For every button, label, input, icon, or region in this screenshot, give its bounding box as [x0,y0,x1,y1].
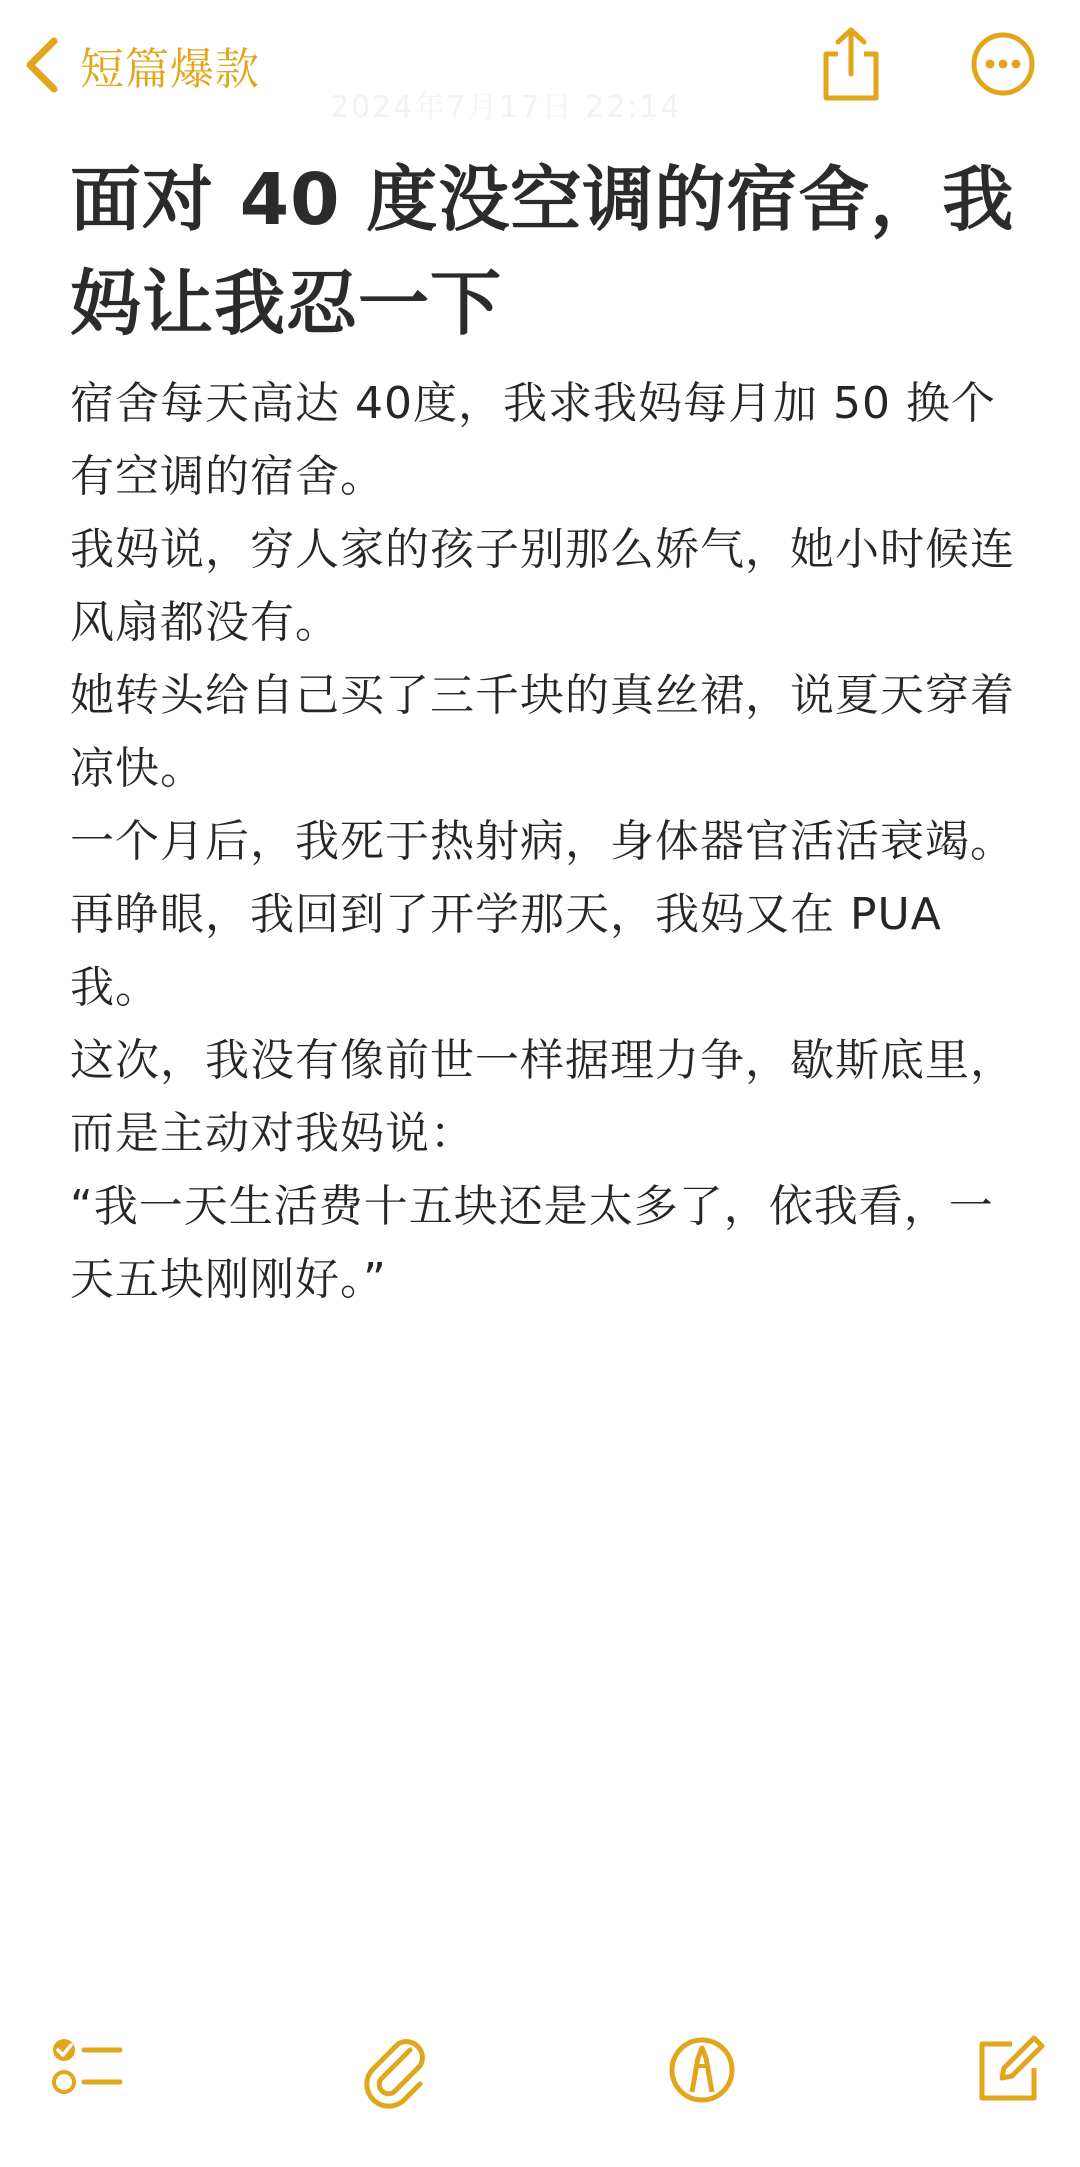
share-icon [818,26,884,104]
compose-icon [968,2030,1048,2110]
note-body[interactable] [70,367,1030,1316]
compose-button[interactable] [968,2030,1048,2110]
top-bar [0,0,1080,130]
paragraph: 这次，我没有像前世一样据理力争，歇斯底里，而是主动对我妈说： [70,1035,1015,1159]
paragraph: 宿舍每天高达 40度，我求我妈每月加 50 换个有空调的宿舍。 [70,378,996,502]
paperclip-icon [358,2030,438,2110]
more-options-button[interactable] [970,31,1036,97]
back-button[interactable] [22,30,260,100]
checklist-icon [50,2030,130,2110]
bottom-toolbar [0,2030,1080,2130]
more-icon [970,31,1036,97]
markup-button[interactable] [662,2030,742,2110]
chevron-left-icon [22,30,72,100]
markup-pen-icon [662,2030,742,2110]
paragraph: 一个月后，我死于热射病，身体器官活活衰竭。 [70,816,1015,867]
back-label: 短篇爆款 [80,44,260,95]
share-button[interactable] [818,26,884,104]
paragraph: “我一天生活费十五块还是太多了，依我看，一天五块刚刚好。” [70,1181,994,1305]
checklist-button[interactable] [50,2030,130,2110]
attach-button[interactable] [358,2030,438,2110]
paragraph: 她转头给自己买了三千块的真丝裙，说夏天穿着凉快。 [70,670,1015,794]
paragraph: 我妈说，穷人家的孩子别那么娇气，她小时候连风扇都没有。 [70,524,1015,648]
paragraph: 再睁眼，我回到了开学那天，我妈又在 PUA 我。 [70,889,942,1013]
note-title[interactable]: 面对 40 度没空调的宿舍，我妈让我忍一下 [70,158,1015,345]
note-date: 2024年7月17日 22:14 [330,90,682,125]
